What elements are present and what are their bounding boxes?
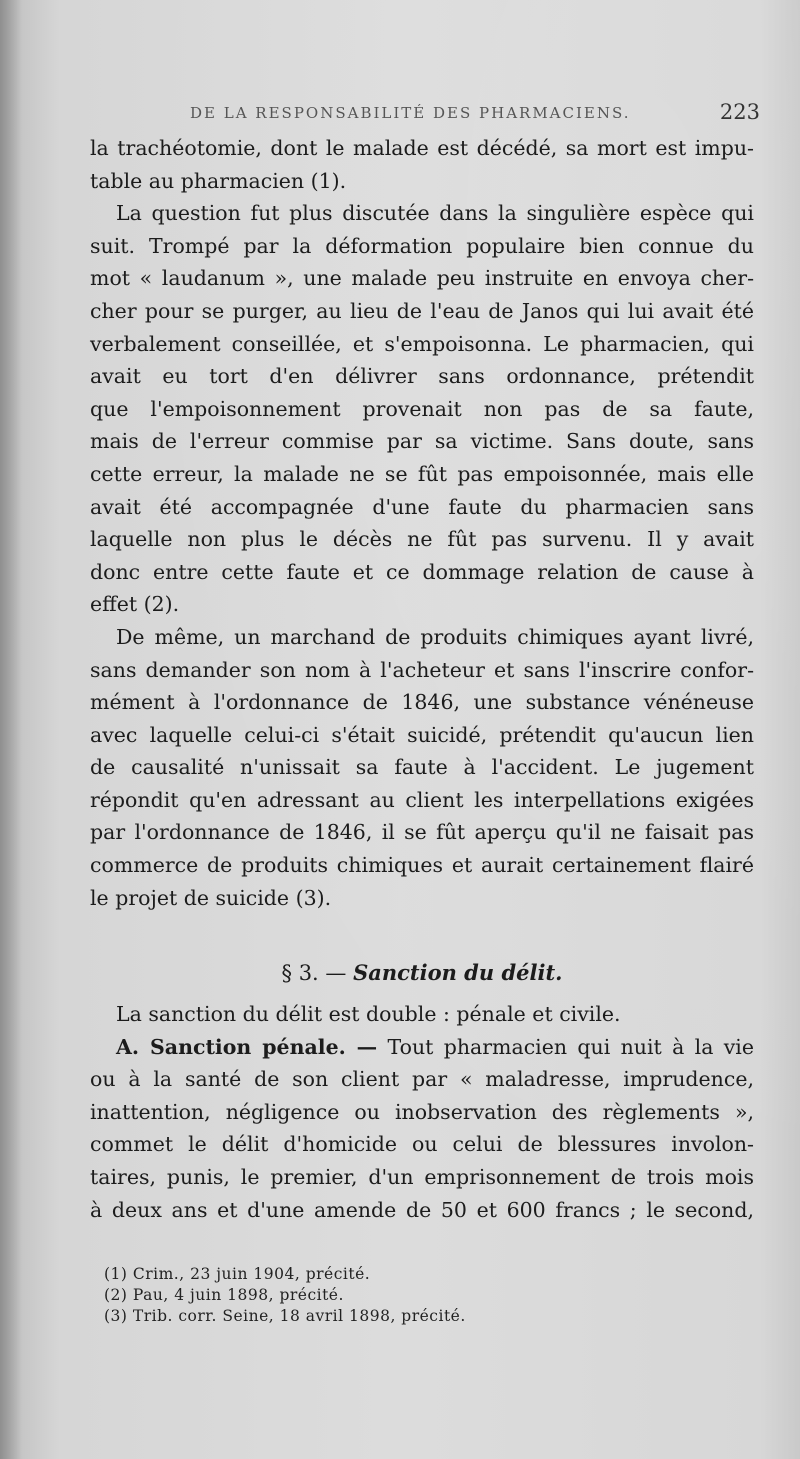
text-line: taires, punis, le premier, d'un emprisonnement de trois mois [90, 1164, 754, 1189]
footnote: (3) Trib. corr. Seine, 18 avril 1898, précité. [104, 1307, 466, 1325]
section-title: Sanction du délit. [353, 960, 563, 985]
text-line: de causalité n'unissait sa faute à l'accident. Le jugement [90, 755, 754, 780]
text-line: répondit qu'en adressant au client les interpellations exigées [90, 787, 754, 812]
page-number: 223 [719, 100, 760, 124]
text-line: avait été accompagnée d'une faute du pharmacien sans [90, 494, 754, 519]
text-line: commerce de produits chimiques et aurait certainement flairé [90, 853, 754, 878]
text-line: commet le délit d'homicide ou celui de blessures involon- [90, 1132, 754, 1157]
text-line: effet (2). [90, 592, 180, 617]
main-text-block [90, 132, 754, 914]
text-line: avait eu tort d'en délivrer sans ordonnance, prétendit [90, 364, 754, 389]
running-title: DE LA RESPONSABILITÉ DES PHARMACIENS. [190, 104, 631, 122]
text-line: à deux ans et d'une amende de 50 et 600 francs ; le second, [90, 1197, 754, 1222]
footnotes [104, 1264, 604, 1327]
footnote: (2) Pau, 4 juin 1898, précité. [104, 1286, 344, 1304]
section-text-block [90, 998, 754, 1226]
subsection-label: A. Sanction pénale. — [116, 1034, 378, 1059]
text-line: que l'empoisonnement provenait non pas de sa faute, [90, 396, 754, 421]
running-head [150, 98, 760, 130]
text-line: par l'ordonnance de 1846, il se fût aperçu qu'il ne faisait pas [90, 820, 754, 845]
page-binding-shadow [0, 0, 22, 1459]
text-line: cher pour se purger, au lieu de l'eau de Janos qui lui avait été [90, 298, 754, 323]
text-line: table au pharmacien (1). [90, 168, 347, 193]
text-line: le projet de suicide (3). [90, 885, 332, 910]
text-line: cette erreur, la malade ne se fût pas empoisonnée, mais elle [90, 461, 754, 486]
text-line: ou à la santé de son client par « maladresse, imprudence, [90, 1067, 754, 1092]
text-line: sans demander son nom à l'acheteur et sans l'inscrire confor- [90, 657, 754, 682]
text-line: De même, un marchand de produits chimiques ayant livré, [116, 624, 754, 649]
text-line: avec laquelle celui-ci s'était suicidé, prétendit qu'aucun lien [90, 722, 754, 747]
section-heading [90, 956, 754, 990]
text-line: inattention, négligence ou inobservation des règlements », [90, 1099, 754, 1124]
text-line: mais de l'erreur commise par sa victime. Sans doute, sans [90, 429, 754, 454]
footnote: (1) Crim., 23 juin 1904, précité. [104, 1265, 371, 1283]
text-line: mément à l'ordonnance de 1846, une substance vénéneuse [90, 690, 754, 715]
text-line: La question fut plus discutée dans la singulière espèce qui [116, 201, 754, 226]
text-line: suit. Trompé par la déformation populaire bien connue du [90, 233, 754, 258]
text-line: La sanction du délit est double : pénale et civile. [116, 1002, 621, 1026]
text-line-continuation: Tout pharmacien qui nuit à la vie [387, 1034, 754, 1059]
text-line: laquelle non plus le décès ne fût pas survenu. Il y avait [90, 527, 754, 552]
section-number: § 3. — [281, 961, 347, 985]
text-line: la trachéotomie, dont le malade est décédé, sa mort est impu- [90, 136, 754, 160]
text-line: verbalement conseillée, et s'empoisonna. Le pharmacien, qui [90, 331, 754, 356]
text-line: donc entre cette faute et ce dommage relation de cause à [90, 559, 754, 584]
text-line [90, 1031, 754, 1064]
text-line: mot « laudanum », une malade peu instruite en envoya cher- [90, 266, 754, 291]
